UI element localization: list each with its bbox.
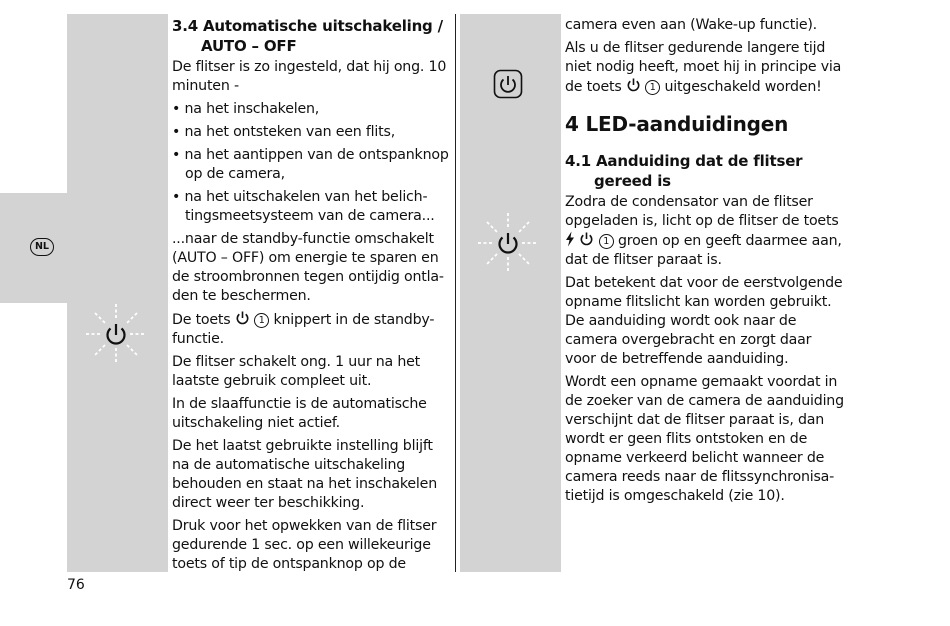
page-number: 76	[67, 577, 85, 593]
power-symbol-icon	[235, 310, 250, 326]
switch-off-number-circle	[645, 80, 660, 95]
bullet-item: • na het aantippen van de ontspanknop op de camera,	[172, 147, 449, 182]
sub-heading-number: 4.1	[565, 152, 591, 170]
wake-continuation: camera even aan (Wake-up functie).	[565, 17, 817, 33]
bullet-item: • na het inschakelen,	[172, 101, 320, 117]
section-heading-3-4	[172, 16, 452, 56]
switch-off-suffix: uitgeschakeld worden!	[664, 79, 822, 95]
switch-off-number: 1	[649, 82, 656, 93]
key-number-circle	[254, 313, 269, 328]
section-heading-4: 4 LED-aanduidingen	[565, 112, 789, 136]
switch-off-prefix: Als u de flitser gedurende langere tijd niet nodig heeft, moet hij in principe via de toets	[565, 40, 842, 95]
power-symbol-icon	[626, 77, 641, 93]
language-badge-label: NL	[34, 241, 49, 252]
standby-paragraph: ...naar de standby-functie omschakelt (AUTO – OFF) om energie te sparen en de stroombronnen tegen ontijdig ontladen te beschermen.	[172, 231, 445, 304]
ready-paragraph-3: Wordt een opname gemaakt voordat in de zoeker van de camera de aanduiding verschijnt dat de flitser paraat is, dan wordt er geen flits ontstoken en de opname verkeerd belicht wanneer de camera reeds naar de flitssynchronisatietijd is omgeschakeld (zie 10).	[565, 374, 844, 504]
bullet-text: na het uitschakelen van het belichtingsmeetsysteem van de camera...	[184, 189, 435, 224]
key-prefix: De toets	[172, 312, 231, 328]
ready-text-a: Zodra de condensator van de flitser opgeladen is, licht op de flitser de toets	[565, 194, 839, 229]
key-number: 1	[258, 315, 265, 326]
right-text-column	[565, 16, 845, 510]
section-heading-4-1	[565, 151, 845, 191]
blinking-power-icon	[84, 302, 148, 366]
sub-heading-line1: Aanduiding dat de flitser	[596, 152, 803, 170]
power-button-icon	[493, 69, 523, 99]
bullet-item: • na het uitschakelen van het belichtingsmeetsysteem van de camera...	[172, 189, 435, 224]
ready-number-circle	[599, 234, 614, 249]
heading-number: 3.4	[172, 17, 198, 35]
bullet-item: • na het ontsteken van een flits,	[172, 124, 396, 140]
flash-bolt-icon	[565, 231, 575, 247]
sub-heading-line2: gereed is	[594, 172, 671, 190]
bullet-text: na het ontsteken van een flits,	[184, 124, 396, 140]
auto-off-paragraph: De flitser schakelt ong. 1 uur na het laatste gebruik compleet uit.	[172, 354, 421, 389]
sleep-paragraph: In de slaaffunctie is de automatische uitschakeling niet actief.	[172, 396, 427, 431]
language-badge	[30, 238, 54, 256]
setting-paragraph: De het laatst gebruikte instelling blijft na de automatische uitschakeling behouden en staat na het inschakelen direct weer ter beschikking.	[172, 438, 437, 511]
power-symbol-icon	[579, 231, 594, 247]
ready-power-icon	[476, 211, 540, 275]
ready-number: 1	[603, 236, 610, 247]
switch-off-paragraph	[565, 39, 845, 97]
column-divider	[455, 14, 456, 572]
bullet-text: na het aantippen van de ontspanknop op de camera,	[184, 147, 449, 182]
key-blink-paragraph	[172, 310, 452, 349]
left-text-column	[172, 16, 452, 578]
ready-text-b: groen op en geeft daarmee aan, dat de flitser paraat is.	[565, 233, 842, 268]
ready-paragraph-1	[565, 193, 845, 270]
heading-line2: AUTO – OFF	[201, 37, 297, 55]
heading-line1: Automatische uitschakeling /	[203, 17, 443, 35]
intro-paragraph: De flitser is zo ingesteld, dat hij ong. 10 minuten -	[172, 59, 447, 94]
wake-paragraph: Druk voor het opwekken van de flitser gedurende 1 sec. op een willekeurige toets of tip de ontspanknop op de	[172, 518, 437, 572]
bullet-text: na het inschakelen,	[184, 101, 320, 117]
key-suffix: knippert in de standby-functie.	[172, 312, 435, 347]
ready-paragraph-2: Dat betekent dat voor de eerstvolgende opname flitslicht kan worden gebruikt. De aanduiding wordt ook naar de camera overgebracht en zorgt daar voor de betreffende aanduiding.	[565, 275, 843, 367]
left-margin-column	[67, 14, 168, 572]
